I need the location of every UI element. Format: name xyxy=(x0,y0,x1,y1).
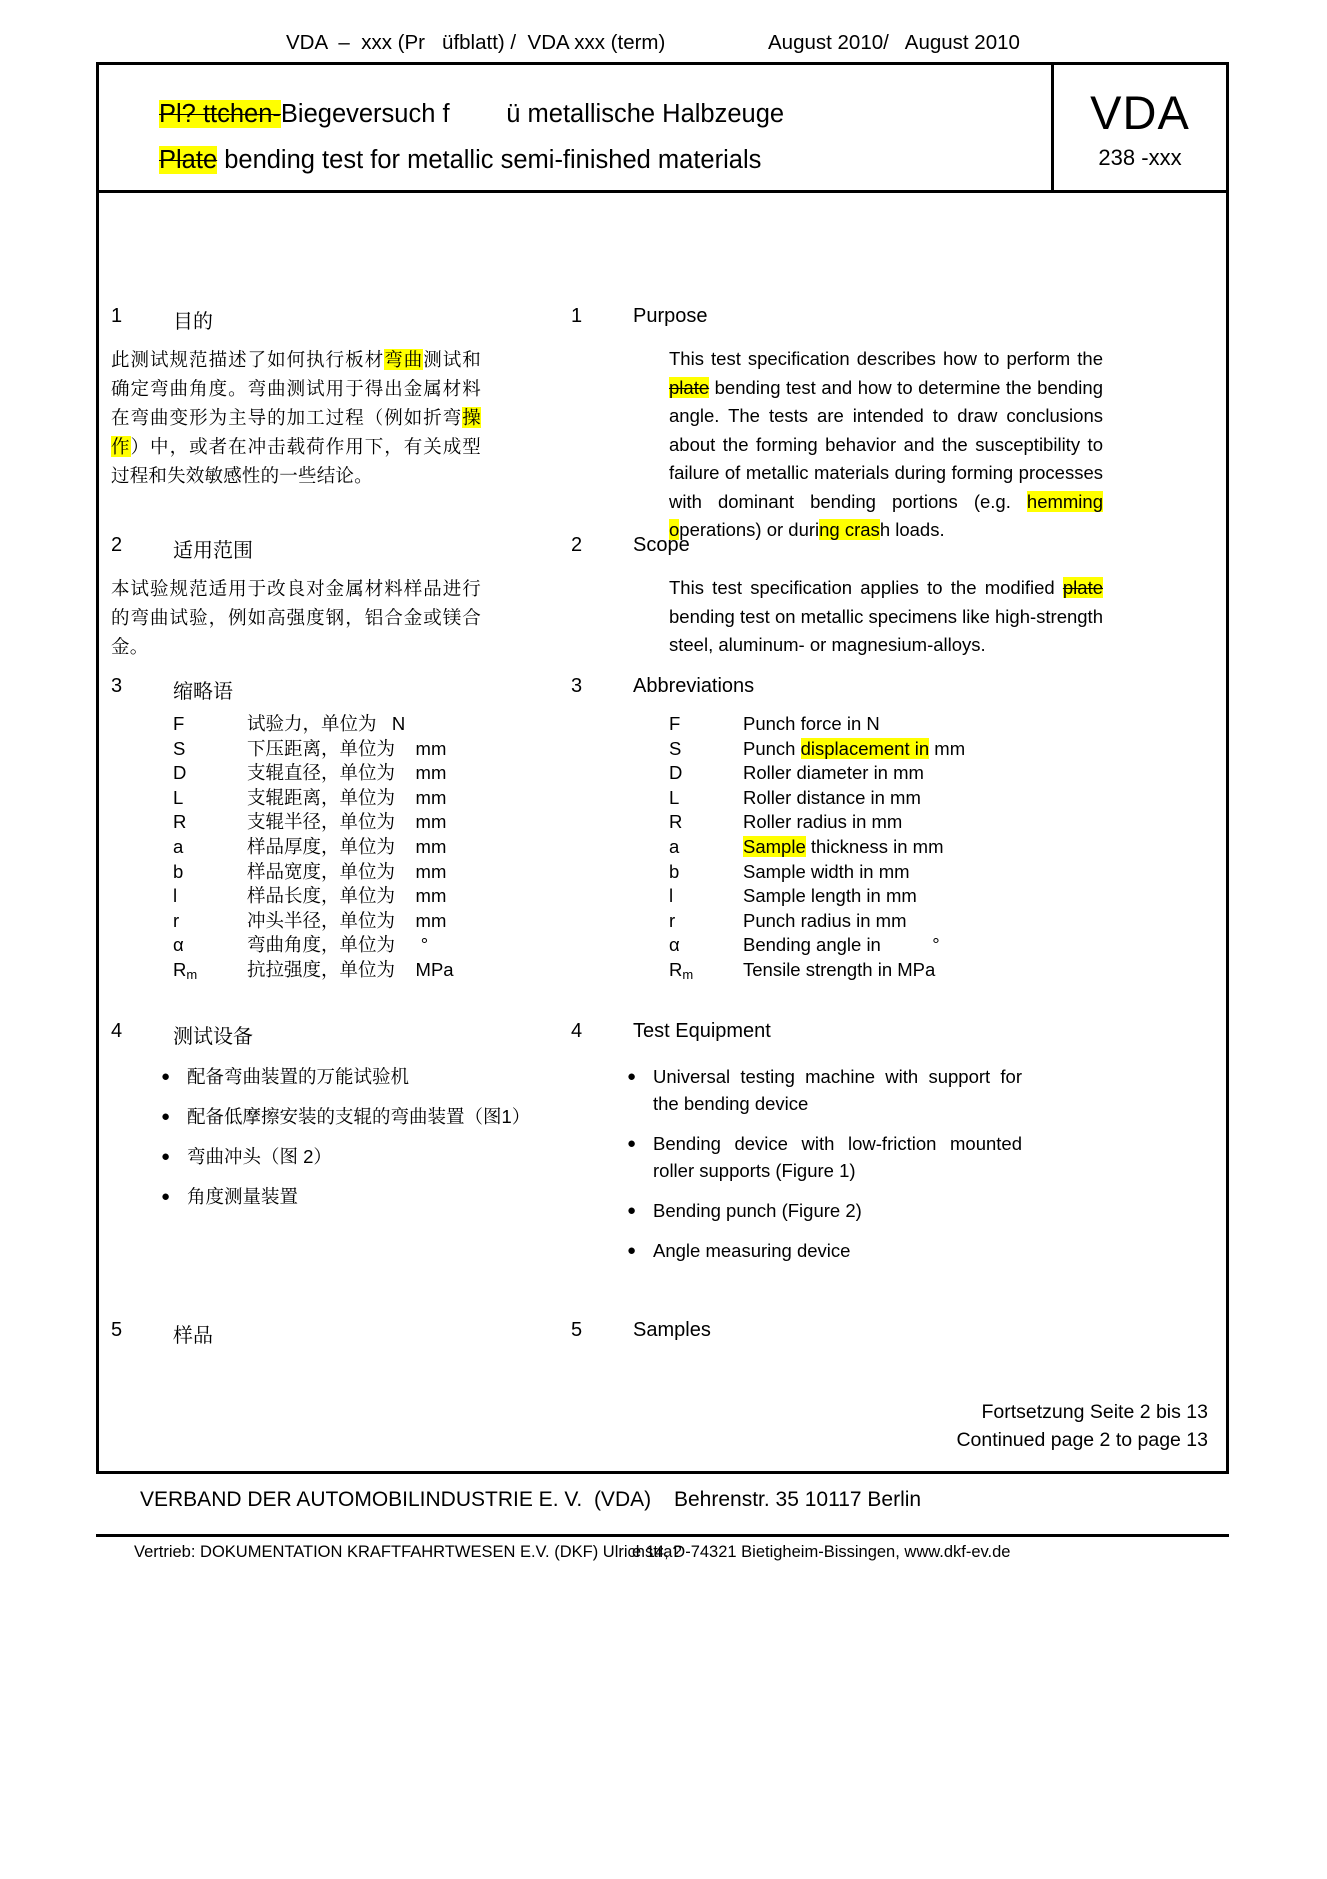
abbreviation-subscript: m xyxy=(186,966,198,982)
abbreviation-symbol: l xyxy=(173,885,178,907)
list-item xyxy=(627,1197,1022,1224)
section-heading-en-4 xyxy=(571,1020,1041,1043)
abbreviation-description: 冲头半径，单位为 mm xyxy=(247,909,447,931)
section-title-zh-4: 测试设备 xyxy=(173,1026,253,1048)
purpose-zh-part3: ）中，或者在冲击载荷作用下，有关成型过程和失效敏感性的一些结论。 xyxy=(111,436,482,486)
purpose-en-part4: h loads. xyxy=(879,519,945,540)
list-item-label: 弯曲冲头（图 2） xyxy=(187,1146,332,1167)
scope-paragraph-zh: 本试验规范适用于改良对金属材料样品进行的弯曲试验，例如高强度钢，铝合金或镁合金。 xyxy=(111,578,481,657)
abbreviation-symbol: S xyxy=(173,737,186,759)
abbreviation-row xyxy=(669,786,1109,811)
abbreviation-symbol: α xyxy=(173,934,184,956)
continuation-line-de: Fortsetzung Seite 2 bis 13 xyxy=(981,1401,1208,1423)
footer-distribution-right: e 14, D-74321 Bietigheim-Bissingen, www.dkf-ev.de xyxy=(632,1543,1011,1561)
section-number-zh-1: 1 xyxy=(111,305,123,327)
bullet-icon: ● xyxy=(161,1068,171,1085)
bullet-icon: ● xyxy=(627,1202,637,1219)
abbreviation-description: Sample length in mm xyxy=(743,885,917,907)
section-heading-en-1 xyxy=(571,305,1041,328)
list-item-label: Bending device with low-friction mounted roller supports (Figure 1) xyxy=(653,1133,1022,1181)
vda-document-number: 238 -xxx xyxy=(1098,145,1182,170)
abbreviation-row xyxy=(173,835,573,860)
bullet-icon: ● xyxy=(161,1148,171,1165)
list-item xyxy=(161,1183,551,1210)
header-left-text: VDA – xxx (Pr üfblatt) / VDA xxx (term) xyxy=(286,31,666,54)
purpose-en-highlight-hemming: hemming o xyxy=(669,490,1103,540)
list-item-label: 角度测量装置 xyxy=(187,1186,299,1207)
running-header xyxy=(96,31,1229,61)
purpose-en-part3: perations) or duri xyxy=(679,519,820,540)
list-item xyxy=(627,1063,1022,1117)
abbreviation-symbol: L xyxy=(669,786,680,808)
section-title-en-5: Samples xyxy=(633,1319,711,1341)
footer-distribution-left: Vertrieb: DOKUMENTATION KRAFTFAHRTWESEN E.V. (DKF) Ulrichstra? xyxy=(134,1543,682,1561)
abbreviation-symbol: D xyxy=(173,762,187,784)
abbreviation-symbol: α xyxy=(669,934,680,956)
section-heading-zh-5 xyxy=(111,1319,581,1348)
purpose-zh-highlight-1: 弯曲 xyxy=(384,349,424,370)
footer-main xyxy=(96,1488,1229,1534)
title-german-struck-word: Pl? ttchen- xyxy=(159,100,281,128)
section-heading-zh-4 xyxy=(111,1020,581,1049)
abbreviation-symbol: l xyxy=(669,885,674,907)
bullet-icon: ● xyxy=(627,1242,637,1259)
abbreviation-description: Roller radius in mm xyxy=(743,811,903,833)
abbreviation-symbol: L xyxy=(173,786,184,808)
list-item xyxy=(161,1103,551,1130)
abbreviation-description: Roller diameter in mm xyxy=(743,762,924,784)
abbreviation-row xyxy=(669,835,1109,860)
bullet-icon: ● xyxy=(627,1068,637,1085)
section-title-en-2: Scope xyxy=(633,534,690,556)
section-heading-zh-3 xyxy=(111,675,581,704)
abbreviation-row xyxy=(173,712,573,737)
abbreviation-row xyxy=(173,958,573,988)
abbreviation-symbol: R xyxy=(173,811,187,833)
abbreviation-description: Tensile strength in MPa xyxy=(743,958,936,980)
abbreviation-desc-post: mm xyxy=(929,737,966,759)
document-frame xyxy=(96,62,1229,1474)
abbreviation-description: 样品长度，单位为 mm xyxy=(247,885,447,907)
abbreviation-row xyxy=(173,786,573,811)
abbreviation-description: Roller distance in mm xyxy=(743,786,921,808)
abbreviation-row xyxy=(669,909,1109,934)
body-area xyxy=(99,193,1226,1477)
abbreviation-row xyxy=(669,712,1109,737)
header-right-date: August 2010/ August 2010 xyxy=(768,31,1020,54)
purpose-zh-part1: 此测试规范描述了如何执行板材 xyxy=(111,349,385,370)
abbreviation-symbol: S xyxy=(669,737,682,759)
abbreviation-row xyxy=(669,810,1109,835)
continuation-notice xyxy=(956,1398,1208,1454)
list-item-label: Bending punch (Figure 2) xyxy=(653,1200,862,1221)
section-heading-en-5 xyxy=(571,1319,1041,1342)
scope-en-struck-plate: plate xyxy=(1062,577,1103,598)
section-number-zh-4: 4 xyxy=(111,1020,123,1042)
section-number-en-1: 1 xyxy=(571,305,583,327)
abbreviation-list-en xyxy=(669,712,1109,988)
footer-divider xyxy=(96,1534,1229,1537)
title-english-rest: bending test for metallic semi-finished materials xyxy=(217,146,762,174)
purpose-paragraph-en xyxy=(669,345,1103,545)
abbreviation-description: Bending angle in ° xyxy=(743,934,940,956)
purpose-zh-highlight-2: 操作 xyxy=(111,407,481,457)
list-item-label: Universal testing machine with support for the bending device xyxy=(653,1066,1022,1114)
list-item-label: 配备弯曲装置的万能试验机 xyxy=(187,1066,410,1087)
abbreviation-row xyxy=(173,909,573,934)
abbreviation-row xyxy=(669,933,1109,958)
section-number-zh-3: 3 xyxy=(111,675,123,697)
section-heading-zh-2 xyxy=(111,534,581,563)
section-title-zh-2: 适用范围 xyxy=(173,540,253,562)
abbreviation-description xyxy=(743,737,1109,762)
abbreviation-row xyxy=(669,860,1109,885)
abbreviation-row xyxy=(669,761,1109,786)
title-texts xyxy=(159,91,849,183)
abbreviation-description xyxy=(743,835,1109,860)
purpose-en-part2: bending test and how to determine the bending angle. The tests are intended to draw conclusions about the forming behavior and the susceptibility to failure of metallic materials during forming processes with dominant bending portions (e.g. xyxy=(669,376,1103,512)
abbreviation-description: 支辊半径，单位为 mm xyxy=(247,811,447,833)
abbreviation-desc-highlight: Sample xyxy=(743,835,806,857)
section-number-zh-5: 5 xyxy=(111,1319,123,1341)
vda-logo-text: VDA xyxy=(1090,86,1190,139)
list-item xyxy=(627,1130,1022,1184)
abbreviation-description: 支辊距离，单位为 mm xyxy=(247,786,447,808)
abbreviation-subscript: m xyxy=(682,966,694,982)
purpose-en-highlight-crash: ng cras xyxy=(819,519,880,540)
abbreviation-description: Sample width in mm xyxy=(743,860,910,882)
abbreviation-row xyxy=(173,810,573,835)
abbreviation-row xyxy=(669,737,1109,762)
purpose-en-struck-plate: plate xyxy=(669,376,710,398)
purpose-paragraph-zh xyxy=(111,345,481,490)
abbreviation-description: 试验力，单位为 N xyxy=(247,713,406,734)
purpose-en-part1: This test specification describes how to perform the xyxy=(669,348,1103,369)
section-number-en-4: 4 xyxy=(571,1020,583,1042)
abbreviation-symbol: F xyxy=(173,713,185,734)
title-block xyxy=(99,65,1226,193)
section-title-en-4: Test Equipment xyxy=(633,1020,771,1042)
section-title-zh-5: 样品 xyxy=(173,1325,213,1347)
section-title-zh-1: 目的 xyxy=(173,311,213,333)
bullet-icon: ● xyxy=(627,1135,637,1152)
list-item xyxy=(161,1063,551,1090)
abbreviation-symbol: a xyxy=(669,835,680,857)
footer-organization: VERBAND DER AUTOMOBILINDUSTRIE E. V. (VDA) xyxy=(140,1488,652,1511)
section-heading-zh-1 xyxy=(111,305,581,334)
abbreviation-row xyxy=(669,958,1109,988)
continuation-line-en: Continued page 2 to page 13 xyxy=(956,1429,1208,1451)
abbreviation-row xyxy=(173,884,573,909)
abbreviation-description: 抗拉强度，单位为 MPa xyxy=(247,958,454,980)
abbreviation-row xyxy=(173,860,573,885)
abbreviation-list-zh xyxy=(173,712,573,988)
abbreviation-symbol: b xyxy=(173,860,184,882)
scope-en-part1: This test specification applies to the modified xyxy=(669,577,1063,598)
abbreviation-description: 弯曲角度，单位为 ° xyxy=(247,934,429,956)
bullet-icon: ● xyxy=(161,1188,171,1205)
equipment-list-en xyxy=(627,1063,1022,1277)
scope-paragraph-en xyxy=(669,574,1103,660)
abbreviation-description: 支辊直径，单位为 mm xyxy=(247,762,447,784)
abbreviation-symbol: b xyxy=(669,860,680,882)
bullet-icon: ● xyxy=(161,1108,171,1125)
equipment-list-zh xyxy=(161,1063,551,1223)
footer-distribution xyxy=(96,1543,1229,1565)
abbreviation-symbol: $R_m$ xyxy=(669,958,694,982)
abbreviation-symbol: D xyxy=(669,762,683,784)
abbreviation-symbol: R xyxy=(669,811,683,833)
list-item-label: Angle measuring device xyxy=(653,1240,851,1261)
abbreviation-desc-post: thickness in mm xyxy=(805,835,944,857)
abbreviation-symbol: F xyxy=(669,713,681,734)
abbreviation-row xyxy=(173,737,573,762)
abbreviation-symbol: a xyxy=(173,835,184,857)
title-line-german xyxy=(159,91,849,137)
abbreviation-row xyxy=(173,761,573,786)
section-heading-en-3 xyxy=(571,675,1041,698)
section-title-en-3: Abbreviations xyxy=(633,675,755,697)
abbreviation-row xyxy=(669,884,1109,909)
section-title-zh-3: 缩略语 xyxy=(173,681,233,703)
abbreviation-description: Punch force in N xyxy=(743,713,880,734)
footer-address: Behrenstr. 35 10117 Berlin xyxy=(674,1488,922,1511)
section-number-zh-2: 2 xyxy=(111,534,123,556)
abbreviation-symbol: $R_m$ xyxy=(173,958,198,982)
purpose-zh-part2: 测试和确定弯曲角度。弯曲测试用于得出金属材料在弯曲变形为主导的加工过程（例如折弯 xyxy=(111,349,481,428)
section-number-en-5: 5 xyxy=(571,1319,583,1341)
list-item xyxy=(161,1143,551,1170)
scope-en-part2: bending test on metallic specimens like high-strength steel, aluminum- or magnesium-alloys. xyxy=(669,605,1103,655)
abbreviation-description: 样品宽度，单位为 mm xyxy=(247,860,447,882)
vda-logo-cell xyxy=(1051,65,1226,190)
section-title-en-1: Purpose xyxy=(633,305,708,327)
title-line-english xyxy=(159,137,849,183)
abbreviation-row xyxy=(173,933,573,958)
section-number-en-3: 3 xyxy=(571,675,583,697)
abbreviation-description: Punch radius in mm xyxy=(743,909,907,931)
section-heading-en-2 xyxy=(571,534,1041,557)
title-english-struck-word: Plate xyxy=(159,146,218,174)
abbreviation-description: 样品厚度，单位为 mm xyxy=(247,835,447,857)
abbreviation-desc-pre: Punch xyxy=(743,737,801,759)
abbreviation-symbol: r xyxy=(173,909,180,931)
list-item-label: 配备低摩擦安装的支辊的弯曲装置（图1） xyxy=(187,1106,531,1127)
abbreviation-symbol: r xyxy=(669,909,676,931)
abbreviation-desc-highlight: displacement in xyxy=(800,737,930,759)
title-german-rest: Biegeversuch f ü metallische Halbzeuge xyxy=(280,100,785,128)
section-number-en-2: 2 xyxy=(571,534,583,556)
abbreviation-description: 下压距离，单位为 mm xyxy=(247,737,447,759)
list-item xyxy=(627,1237,1022,1264)
